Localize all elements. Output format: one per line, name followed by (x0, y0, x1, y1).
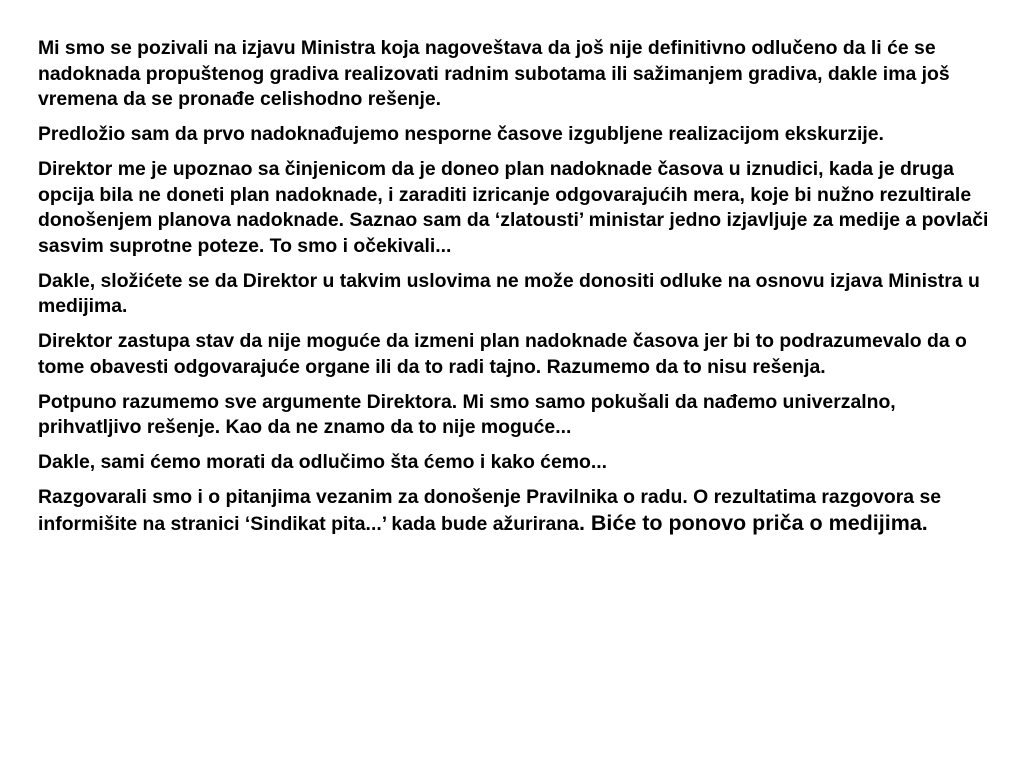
paragraph-5: Direktor zastupa stav da nije moguće da izmeni plan nadoknade časova jer bi to podrazumevalo da o tome obavesti odgovarajuće organe ili da to radi tajno. Razumemo da to nisu rešenja. (38, 330, 967, 378)
paragraph-6: Potpuno razumemo sve argumente Direktora. Mi smo samo pokušali da nađemo univerzalno, prihvatljivo rešenje. Kao da ne znamo da to nije moguće... (38, 390, 896, 438)
paragraph-2: Predložio sam da prvo nadoknađujemo nesporne časove izgubljene realizacijom ekskurzije. (38, 123, 884, 145)
paragraph-8-ending: . Biće to ponovo priča o medijima. (578, 510, 928, 535)
paragraph-7: Dakle, sami ćemo morati da odlučimo šta ćemo i kako ćemo... (38, 451, 608, 473)
paragraph-4: Dakle, složićete se da Direktor u takvim uslovima ne može donositi odluke na osnovu izjava Ministra u medijima. (38, 269, 980, 317)
paragraph-1: Mi smo se pozivali na izjavu Ministra koja nagoveštava da još nije definitivno odlučeno da li će se nadoknada propuštenog gradiva realizovati radnim subotama ili sažimanjem gradiva, dakle ima još vremena da se pronađe celishodno rešenje. (38, 37, 950, 110)
paragraph-8 (38, 485, 990, 537)
document-body (38, 36, 990, 547)
paragraph-8-main: Razgovarali smo i o pitanjima vezanim za donošenje Pravilnika o radu. O rezultatima razgovora se informišite na stranici ‘Sindikat pita...’ kada bude ažurirana (38, 486, 942, 535)
paragraph-3: Direktor me je upoznao sa činjenicom da je doneo plan nadoknade časova u iznudici, kada je druga opcija bila ne doneti plan nadoknade, i zaraditi izricanje odgovarajućih mera, koje bi nužno rezultirale donošenjem planova nadoknade. Saznao sam da ‘zlatousti’ ministar jedno izjavljuje za medije a povlači sasvim suprotne poteze. To smo i očekivali... (38, 158, 989, 257)
